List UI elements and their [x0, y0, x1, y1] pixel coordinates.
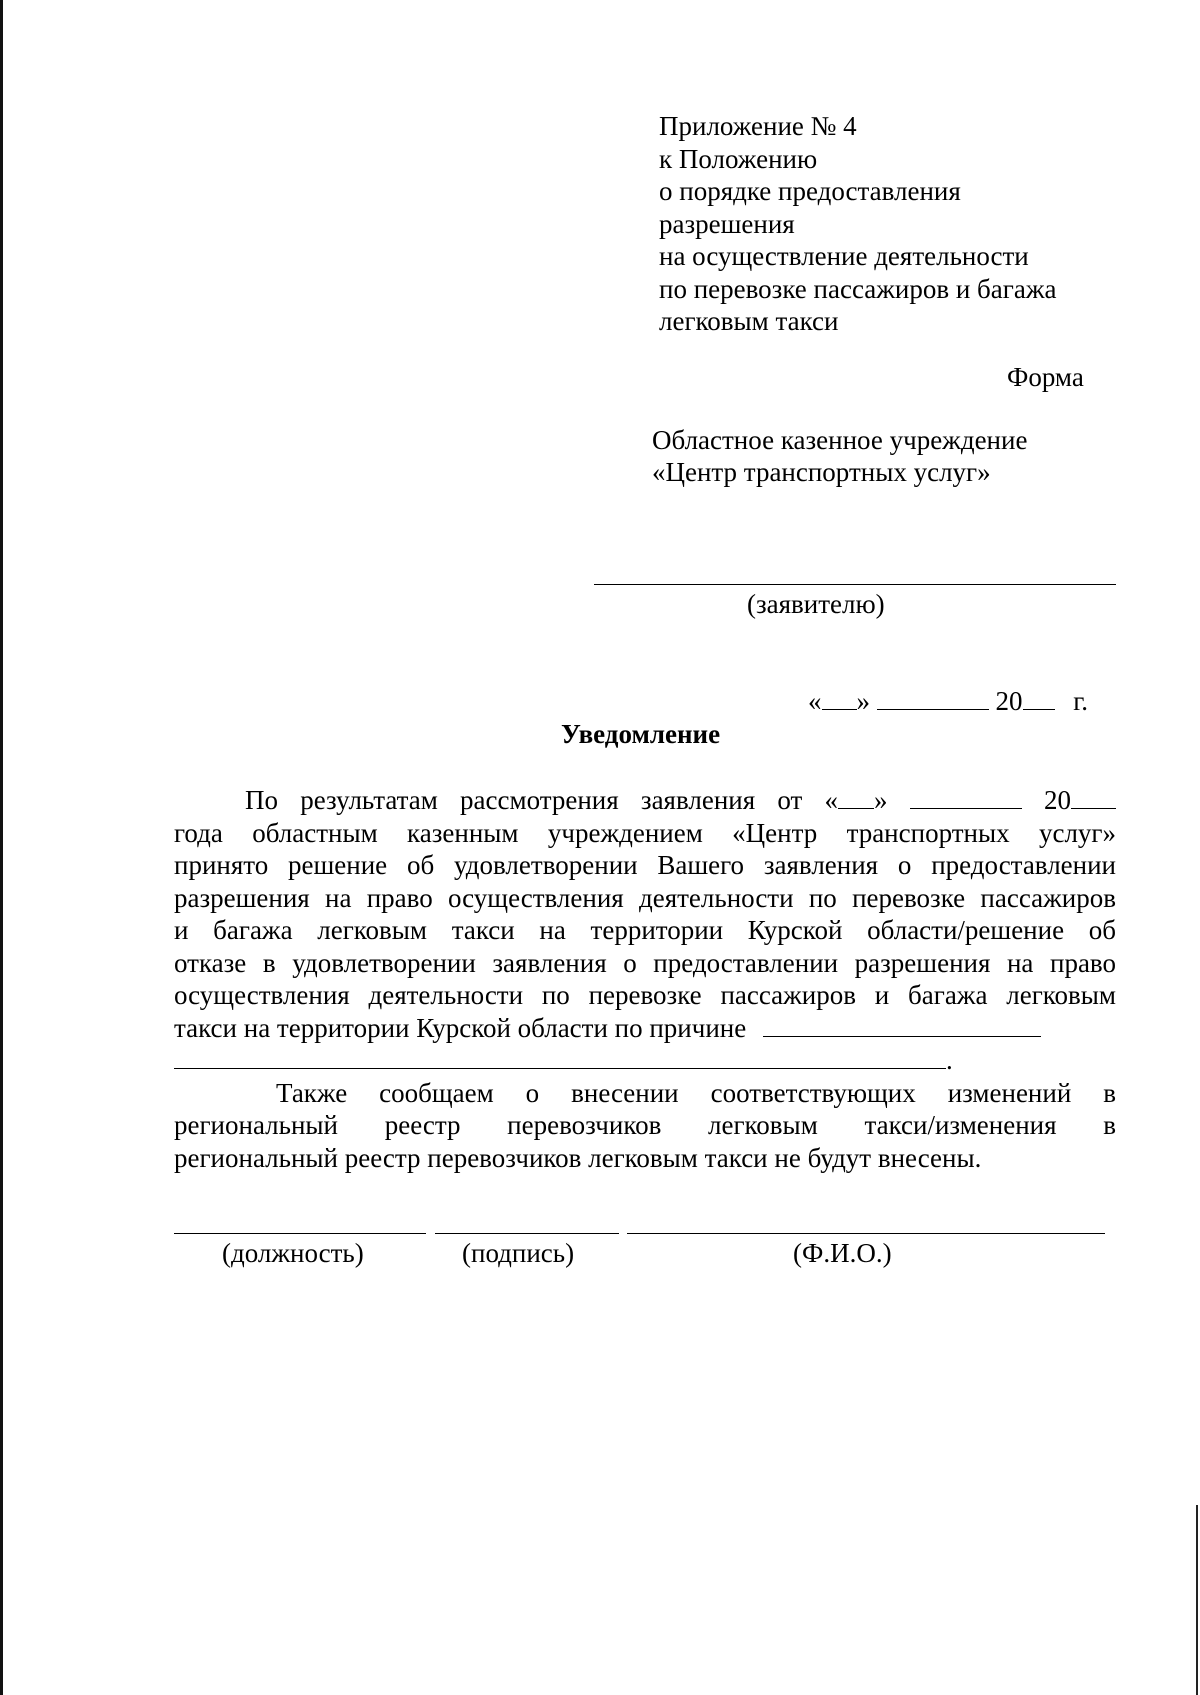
applicant-caption: (заявителю) [747, 589, 885, 619]
reason-blank [763, 1014, 1041, 1037]
notice-body [174, 784, 1116, 1174]
appendix-line: легковым такси [659, 306, 839, 336]
appendix-line: на осуществление деятельности [659, 241, 1029, 271]
body-line-text: . [946, 1045, 953, 1075]
body-line [174, 1012, 1116, 1045]
scan-border-right [1196, 1505, 1198, 1695]
appendix-header [659, 110, 1056, 338]
signature-caption: (подпись) [462, 1238, 575, 1268]
body-line: региональный реестр перевозчиков легковым такси не будут внесены. [174, 1142, 982, 1173]
notice-date [808, 686, 1088, 717]
position-caption: (должность) [222, 1238, 364, 1268]
body-line: года областным казенным учреждением «Центр транспортных услуг» [174, 817, 1116, 848]
scan-border-left [0, 0, 3, 1695]
position-field [174, 1233, 426, 1234]
date-close-quote: » [856, 686, 870, 716]
body-line-text: такси на территории Курской области по причине [174, 1012, 747, 1043]
body-line: Также сообщаем о внесении соответствующих изменений в [276, 1077, 1116, 1108]
body-line: принято решение об удовлетворении Вашего заявления о предоставлении [174, 850, 1116, 880]
body-line [174, 784, 1116, 817]
organization-line: Областное казенное учреждение [652, 425, 1028, 455]
organization-block [652, 424, 1027, 488]
application-year-blank [1071, 786, 1116, 809]
appendix-line: по перевозке пассажиров и багажа [659, 273, 1057, 304]
signature-field [435, 1233, 619, 1234]
body-line-text: 20 [1044, 785, 1072, 815]
document-title: Уведомление [561, 719, 721, 749]
date-open-quote: « [808, 686, 822, 716]
appendix-line: разрешения [659, 208, 795, 239]
body-line: разрешения на право осуществления деятельности по перевозке пассажиров [174, 882, 1116, 913]
body-line-text: » [874, 785, 888, 815]
year-prefix: 20 [995, 686, 1023, 716]
body-line [174, 1044, 1116, 1077]
body-line: осуществления деятельности по перевозке пассажиров и багажа легковым [174, 980, 1116, 1010]
reason-continuation-blank [174, 1046, 946, 1069]
name-caption: (Ф.И.О.) [793, 1238, 892, 1268]
organization-line: «Центр транспортных услуг» [652, 457, 991, 487]
application-month-blank [910, 786, 1022, 809]
full-name-field [627, 1233, 1105, 1234]
appendix-line: Приложение № 4 [659, 111, 857, 141]
body-line-text: По результатам рассмотрения заявления от « [245, 785, 839, 815]
body-line: региональный реестр перевозчиков легковым такси/изменения в [174, 1110, 1116, 1140]
form-label: Форма [1007, 362, 1084, 392]
appendix-line: к Положению [659, 143, 818, 174]
appendix-line: о порядке предоставления [659, 176, 961, 206]
day-blank [822, 687, 857, 710]
body-line: и багажа легковым такси на территории Курской области/решение об [174, 915, 1116, 945]
year-suffix: г. [1073, 686, 1089, 716]
application-day-blank [838, 786, 874, 809]
year-blank [1023, 687, 1055, 710]
body-line: отказе в удовлетворении заявления о предоставлении разрешения на право [174, 947, 1116, 978]
applicant-name-field [594, 584, 1116, 585]
month-blank [877, 687, 989, 710]
